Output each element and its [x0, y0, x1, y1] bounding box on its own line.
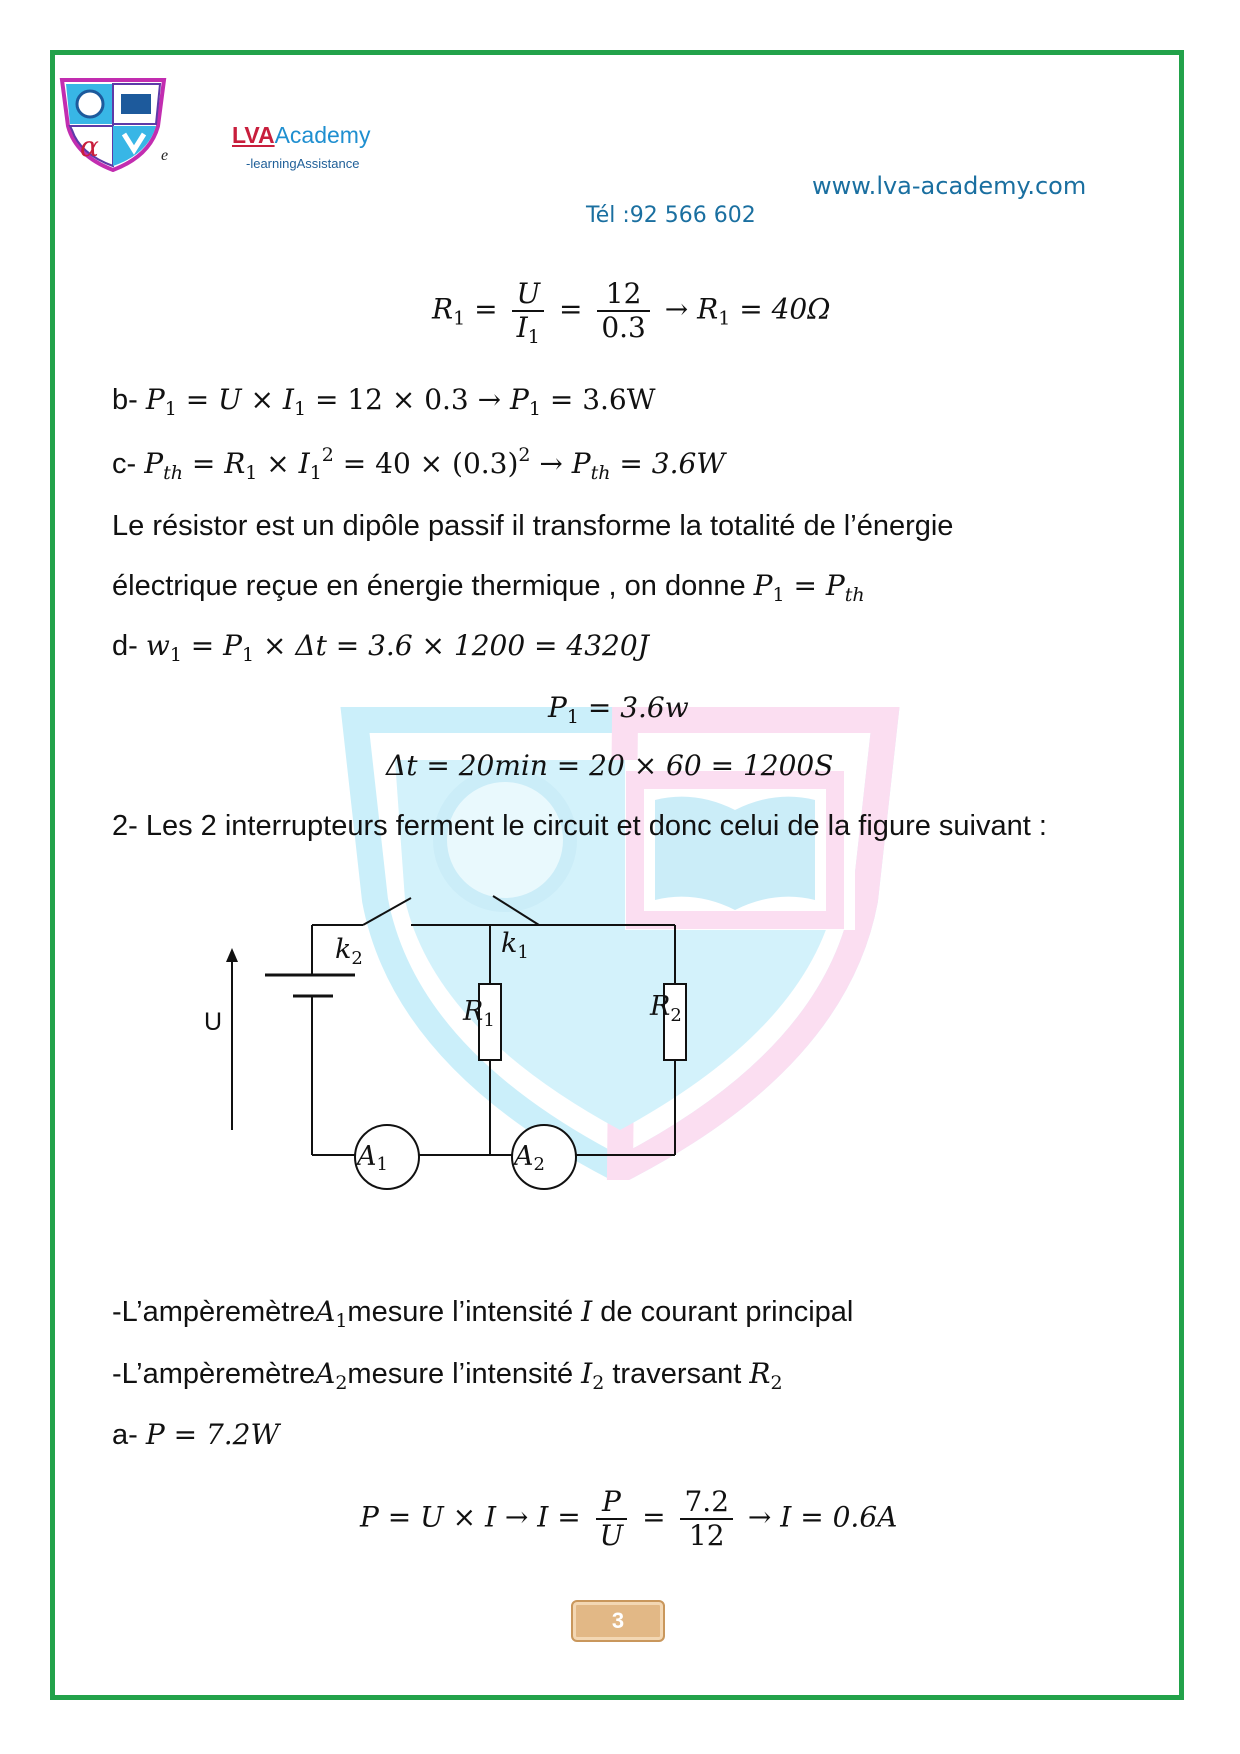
paragraph-resistor-2: électrique reçue en énergie thermique , on donne $P_1 = P_{th}$	[112, 569, 865, 606]
line-b: b- $P_1 = U \times I_1 = 12 \times 0.3 \to P_1 = 3.6W$	[112, 383, 656, 420]
paragraph-switches: 2- Les 2 interrupteurs ferment le circuit et donc celui de la figure suivant :	[112, 810, 1047, 842]
label-k1: $k_1$	[501, 928, 529, 963]
page-number: 3	[571, 1600, 665, 1642]
fraction-p-u: $\frac{P}{U}$	[596, 1486, 628, 1552]
ammeter-a2-description: -L’ampèremètreA$_2$mesure l’intensité $I_2$ traversant $R_2$	[112, 1357, 783, 1394]
equation-p1: $P_1 = 3.6w$	[548, 691, 689, 728]
website-link[interactable]: www.lva-academy.com	[812, 172, 1087, 200]
fraction-72-12: $\frac{7.2}{12}$	[680, 1486, 733, 1552]
voltage-arrow-icon	[226, 948, 238, 962]
telephone: Tél :92 566 602	[586, 203, 756, 228]
label-k2: $k_2$	[335, 934, 363, 969]
brand-name: LVAAcademy	[232, 122, 371, 148]
svg-text:α: α	[80, 130, 99, 163]
lva-logo-icon	[58, 76, 168, 172]
paragraph-resistor-1: Le résistor est un dipôle passif il transforme la totalité de l’énergie	[112, 510, 954, 542]
equation-current: P = U × I → I = $\frac{P}{U}$ = $\frac{7.2}{12}$ → I = 0.6A	[360, 1485, 898, 1553]
fraction-12-03: $\frac{12}{0.3}$	[597, 278, 650, 344]
label-a2: A2	[514, 1141, 545, 1175]
logo-letter: e	[161, 147, 169, 164]
brand-subtitle: -learningAssistance	[246, 156, 360, 171]
equation-r1: $R_1$ = $\frac{U}{I_1}$ = $\frac{12}{0.3}$ → $R_1 = 40\Omega$	[432, 277, 831, 349]
label-r1: $R_1$	[463, 996, 495, 1031]
line-d: d- $w_1 = P_1 \times \Delta t = 3.6 \times 1200 = 4320J$	[112, 629, 649, 666]
fraction-u-i1: $\frac{U}{I_1}$	[512, 278, 544, 344]
label-a1: A1	[357, 1141, 388, 1175]
circuit-diagram	[204, 880, 725, 1220]
equation-delta-t: Δt = 20min = 20 × 60 = 1200S	[386, 749, 834, 782]
label-u: U	[204, 1008, 223, 1036]
label-r2: $R_2$	[650, 991, 682, 1026]
ammeter-a1-description: -L’ampèremètreA$_1$mesure l’intensité I de courant principal	[112, 1295, 854, 1332]
line-a: a- P = 7.2W	[112, 1418, 280, 1451]
line-c: c- $P_{th} = R_1 \times I_1^2 = 40 \times (0.3)^2 \to P_{th} = 3.6W$	[112, 444, 726, 484]
